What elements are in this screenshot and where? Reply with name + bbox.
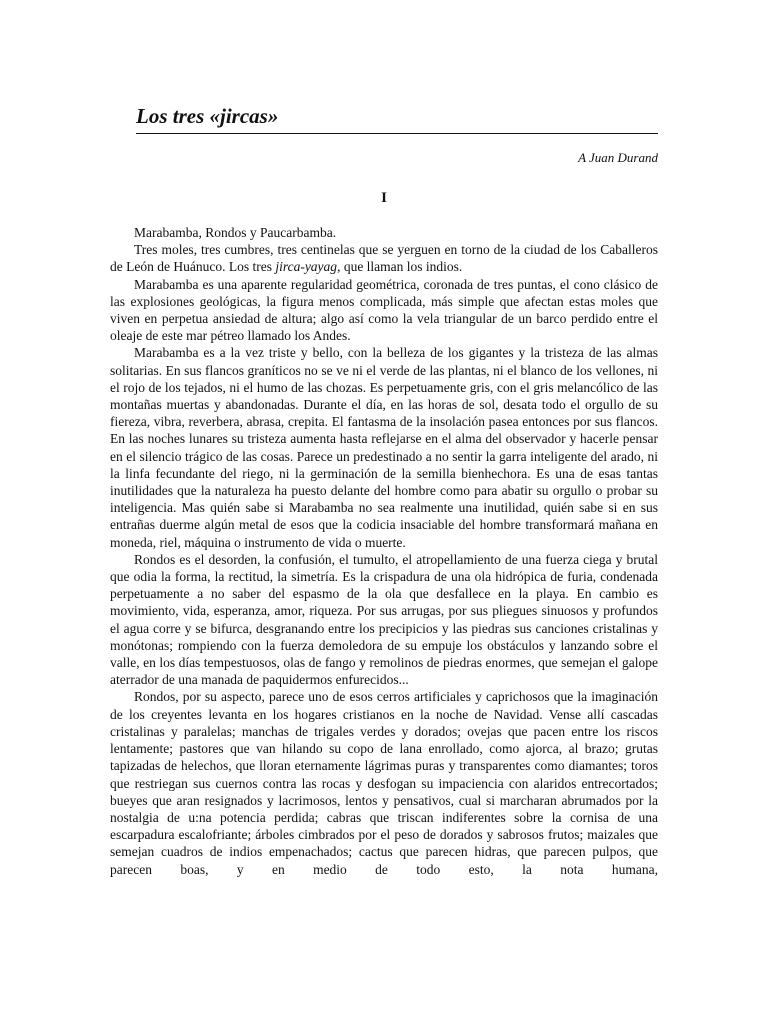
page-title: Los tres «jircas» bbox=[136, 104, 279, 128]
paragraph-text: Marabamba es a la vez triste y bello, con la belleza de los gigantes y la tristeza de las almas solitarias. En sus flancos graníticos no se ve ni el verde de las plantas, ni el blanco de los vellones, ni el rojo de los tejados, ni el humo de las chozas. Es perpetuamente gris, con el gris melancólico de las montañas muertas y abandonadas. Durante el día, en las horas de sol, desata todo el orgullo de su fiereza, vibra, reverbera, abrasa, crepita. El fantasma de la insolación pasea entonces por sus flancos. En las noches lunares su tristeza aumenta hasta reflejarse en el alma del observador y hacerle pensar en el silencio trágico de las cosas. Parece un predestinado a no sentir la garra inteligente del arado, ni la linfa fecundante del riego, ni la germinación de la semilla bienhechora. Es una de esas tantas inutilidades que la naturaleza ha puesto delante del hombre como para abatir su orgullo o probar su inteligencia. Mas quién sabe si Marabamba no sea realmente una inutilidad, quién sabe si en sus entrañas duerme algún metal de esos que la codicia insaciable del hombre transformará mañana en moneda, riel, máquina o instrumento de vida o muerte. bbox=[110, 345, 658, 550]
paragraph-text: Rondos es el desorden, la confusión, el tumulto, el atropellamiento de una fuerza ciega y brutal que odia la forma, la rectitud, la simetría. Es la crispadura de una ola hidrópica de furia, condenada perpetuamente a no saber del espasmo de la ola que desfallece en la playa. En cambio es movimiento, vida, esperanza, amor, riqueza. Por sus arrugas, por sus pliegues sinuosos y profundos el agua corre y se bifurca, desgranando entre los precipicios y las piedras sus canciones cristalinas y monótonas; rompiendo con la fuerza demoledora de su empuje los obstáculos y lanzando sobre el valle, en los días tempestuosos, olas de fango y remolinos de piedras enormes, que semejan el galope aterrador de una manada de paquidermos enfurecidos... bbox=[110, 551, 658, 688]
dedication: A Juan Durand bbox=[578, 150, 658, 165]
paragraph-text: Tres moles, tres cumbres, tres centinelas que se yerguen en torno de la ciudad de los Caballeros de León de Huánuco. Los tres bbox=[110, 242, 658, 275]
section-number: I bbox=[381, 190, 387, 206]
paragraph-text: Rondos, por su aspecto, parece uno de esos cerros artificiales y caprichosos que la imaginación de los creyentes levanta en los hogares cristianos en la noche de Navidad. Vense allí cascadas cristalinas y paralelas; manchas de trigales verdes y dorados; ovejas que pacen entre los riscos lentamente; pastores que van hilando su copo de lana enrollado, como ajorca, al brazo; grutas tapizadas de helechos, que lloran eternamente lágrimas puras y transparentes como diamantes; toros que restriegan sus cuernos contra las rocas y desfogan su impaciencia con alaridos entrecortados; bueyes que aran resignados y lacrimosos, lentos y pensativos, cual si marcharan abrumados por la nostalgia de u:na potencia perdida; cabras que triscan indiferentes sobre la cornisa de una escarpadura escalofriante; árboles cimbrados por el peso de dorados y sabrosos frutos; maizales que semejan cuadros de indios empenachados; cactus que parecen hidras, que parecen pulpos, que parecen boas, y en medio de todo esto, la nota humana, bbox=[110, 689, 658, 877]
title-divider bbox=[136, 133, 658, 134]
paragraph bbox=[110, 344, 658, 550]
paragraph bbox=[110, 276, 658, 345]
paragraph bbox=[110, 551, 658, 689]
paragraph-text: Marabamba es una aparente regularidad geométrica, coronada de tres puntas, el cono clásico de las explosiones geológicas, la figura menos complicada, más simple que afectan estas moles que viven en perpetua ansiedad de altura; algo así como la vela triangular de un barco perdido entre el oleaje de este mar pétreo llamado los Andes. bbox=[110, 276, 658, 344]
body-text bbox=[110, 224, 658, 878]
paragraph-text: Marabamba, Rondos y Paucarbamba. bbox=[134, 225, 337, 240]
paragraph bbox=[110, 224, 658, 241]
paragraph bbox=[110, 688, 658, 877]
italic-term: jirca-yayag bbox=[275, 259, 338, 275]
paragraph-text: , que llaman los indios. bbox=[337, 259, 463, 275]
paragraph bbox=[110, 241, 658, 275]
